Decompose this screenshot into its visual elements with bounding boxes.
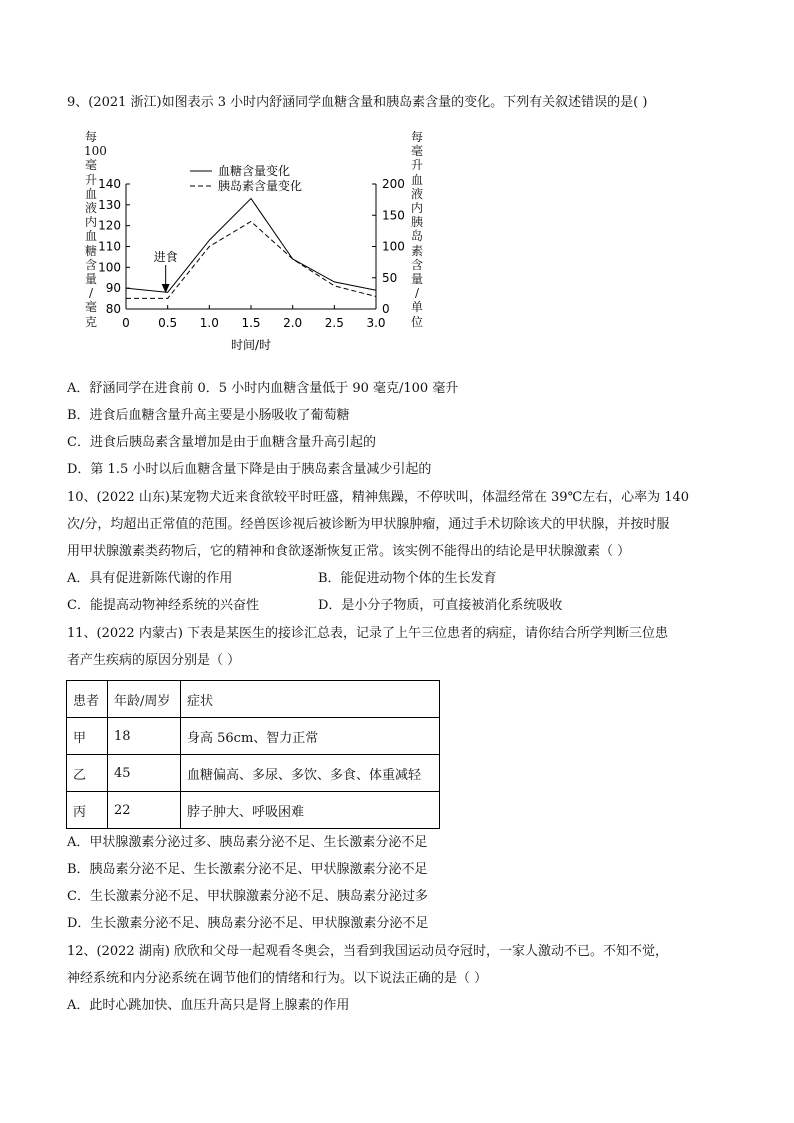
q10-option-b: B．能促进动物个体的生长发育 xyxy=(318,571,497,586)
axis-label-char: 含 xyxy=(84,257,97,272)
x-axis-label: 时间/时 xyxy=(230,338,272,352)
table-cell: 乙 xyxy=(67,755,108,792)
axis-label-char: 单 xyxy=(410,300,423,315)
axis-label-char: 克 xyxy=(84,314,97,329)
question-11-stem-line-1: 11、(2022 内蒙古) 下表是某医生的接诊汇总表，记录了上午三位患者的病症，请你结合所学判断三位患 xyxy=(67,626,669,641)
annotation-label: 进食 xyxy=(153,250,178,264)
y-right-tick-label: 200 xyxy=(382,177,405,191)
chart-legend xyxy=(190,163,302,193)
table-cell: 血糖偏高、多尿、多饮、多食、体重减轻 xyxy=(181,755,440,792)
table-cell: 22 xyxy=(108,792,181,829)
axis-label-char: 每 xyxy=(84,130,97,144)
x-tick-label: 3.0 xyxy=(366,316,386,330)
axis-label-char: 毫 xyxy=(84,158,97,173)
axis-label-char: 血 xyxy=(410,172,423,187)
axis-label-char: 含 xyxy=(410,257,423,272)
table-cell: 甲 xyxy=(67,718,108,755)
chart-y-label-right xyxy=(410,130,424,329)
table-header: 年龄/周岁 xyxy=(108,681,181,718)
question-12-stem-line-1: 12、(2022 湖南) 欣欣和父母一起观看冬奥会，当看到我国运动员夺冠时，一家人激动不已。不知不觉， xyxy=(67,944,669,959)
y-right-tick-label: 0 xyxy=(382,302,390,316)
y-left-tick-label: 120 xyxy=(98,218,121,233)
axis-label-char: 内 xyxy=(84,215,97,230)
axis-label-char: 素 xyxy=(410,243,423,258)
table-cell: 18 xyxy=(108,718,181,755)
table-row xyxy=(67,792,440,829)
y-right-tick-label: 100 xyxy=(382,239,405,254)
table-header: 患者 xyxy=(67,681,108,718)
axis-label-char: 100 xyxy=(84,144,107,159)
q11-option-a: A．甲状腺激素分泌过多、胰岛素分泌不足、生长激素分泌不足 xyxy=(67,835,428,850)
axis-label-char: 毫 xyxy=(410,144,423,159)
axis-label-char: 血 xyxy=(84,186,97,201)
q9-option-a: A．舒涵同学在进食前 0．5 小时内血糖含量低于 90 毫克/100 毫升 xyxy=(67,381,459,396)
axis-label-char: 内 xyxy=(410,201,423,216)
y-left-tick-label: 80 xyxy=(105,302,121,316)
table-cell: 45 xyxy=(108,755,181,792)
y-right-tick-label: 150 xyxy=(382,208,405,223)
q9-option-c: C．进食后胰岛素含量增加是由于血糖含量升高引起的 xyxy=(67,435,376,450)
q11-option-b: B．胰岛素分泌不足、生长激素分泌不足、甲状腺激素分泌不足 xyxy=(67,862,428,877)
x-tick-label: 1.0 xyxy=(199,316,219,330)
table-header: 症状 xyxy=(181,681,440,718)
axis-label-char: 糖 xyxy=(84,243,97,258)
chart-annotation xyxy=(154,249,178,293)
table-header-row xyxy=(67,681,440,718)
y-left-tick-label: 90 xyxy=(105,281,121,296)
x-tick-label: 0 xyxy=(122,316,130,330)
y-right-tick-label: 50 xyxy=(382,270,398,285)
table-row xyxy=(67,755,440,792)
question-10-stem-line-1: 10、(2022 山东)某宠物犬近来食欲较平时旺盛，精神焦躁，不停吠叫，体温经常在 39℃左右，心率为 140 xyxy=(67,490,690,505)
q11-option-d: D．生长激素分泌不足、胰岛素分泌不足、甲状腺激素分泌不足 xyxy=(67,916,429,931)
axis-label-char: 每 xyxy=(410,130,423,144)
table-cell: 脖子肿大、呼吸困难 xyxy=(181,792,440,829)
axis-label-char: 毫 xyxy=(84,300,97,315)
axis-label-char: 升 xyxy=(84,172,97,187)
q10-option-a: A．具有促进新陈代谢的作用 xyxy=(67,571,233,586)
axis-label-char: 胰 xyxy=(410,215,423,230)
axis-label-char: 液 xyxy=(84,201,97,216)
x-tick-label: 1.5 xyxy=(241,316,261,330)
axis-label-char: / xyxy=(414,286,420,301)
blood-sugar-insulin-chart xyxy=(0,0,794,380)
x-tick-label: 0.5 xyxy=(158,316,178,330)
y-left-tick-label: 110 xyxy=(98,239,121,254)
question-10-stem-line-2: 次/分，均超出正常值的范围。经兽医诊视后被诊断为甲状腺肿瘤，通过手术切除该犬的甲状腺，并按时服 xyxy=(67,517,670,532)
question-11-stem-line-2: 者产生疾病的原因分别是（ ） xyxy=(67,653,241,668)
x-tick-label: 2.5 xyxy=(324,316,344,330)
y-left-tick-label: 100 xyxy=(98,260,121,275)
axis-label-char: 量 xyxy=(84,272,97,287)
axis-label-char: 岛 xyxy=(410,229,423,244)
question-12-stem-line-2: 神经系统和内分泌系统在调节他们的情绪和行为。以下说法正确的是（ ） xyxy=(67,971,488,986)
q10-option-c: C．能提高动物神经系统的兴奋性 xyxy=(67,598,259,613)
question-9-stem: 9、(2021 浙江)如图表示 3 小时内舒涵同学血糖含量和胰岛素含量的变化。下列有关叙述错误的是( ) xyxy=(67,95,648,110)
patient-table xyxy=(66,680,440,829)
blood-sugar-line xyxy=(126,199,376,293)
axis-label-char: 升 xyxy=(410,158,423,173)
axis-label-char: 量 xyxy=(410,272,423,287)
table-cell: 丙 xyxy=(67,792,108,829)
chart-axes xyxy=(126,184,376,309)
q11-option-c: C．生长激素分泌不足、甲状腺激素分泌不足、胰岛素分泌过多 xyxy=(67,889,428,904)
axis-label-char: / xyxy=(88,286,94,301)
y-left-tick-label: 140 xyxy=(98,177,121,191)
axis-label-char: 血 xyxy=(84,229,97,244)
q12-option-a: A．此时心跳加快、血压升高只是肾上腺素的作用 xyxy=(67,998,350,1013)
q9-option-b: B．进食后血糖含量升高主要是小肠吸收了葡萄糖 xyxy=(67,408,350,423)
y-left-tick-label: 130 xyxy=(98,197,121,212)
question-10-stem-line-3: 用甲状腺激素类药物后，它的精神和食欲逐渐恢复正常。该实例不能得出的结论是甲状腺激素（ ） xyxy=(67,544,631,559)
axis-label-char: 位 xyxy=(410,314,423,329)
table-row xyxy=(67,718,440,755)
axis-label-char: 液 xyxy=(410,186,423,201)
table-cell: 身高 56cm、智力正常 xyxy=(181,718,440,755)
chart-ticks xyxy=(98,177,405,352)
q10-option-d: D．是小分子物质，可直接被消化系统吸收 xyxy=(318,598,563,613)
q9-option-d: D．第 1.5 小时以后血糖含量下降是由于胰岛素含量减少引起的 xyxy=(67,462,432,477)
legend-label: 胰岛素含量变化 xyxy=(218,179,303,193)
legend-label: 血糖含量变化 xyxy=(218,164,291,178)
chart-y-label-left xyxy=(84,130,107,329)
x-tick-label: 2.0 xyxy=(283,316,303,330)
chart-series xyxy=(126,199,376,299)
